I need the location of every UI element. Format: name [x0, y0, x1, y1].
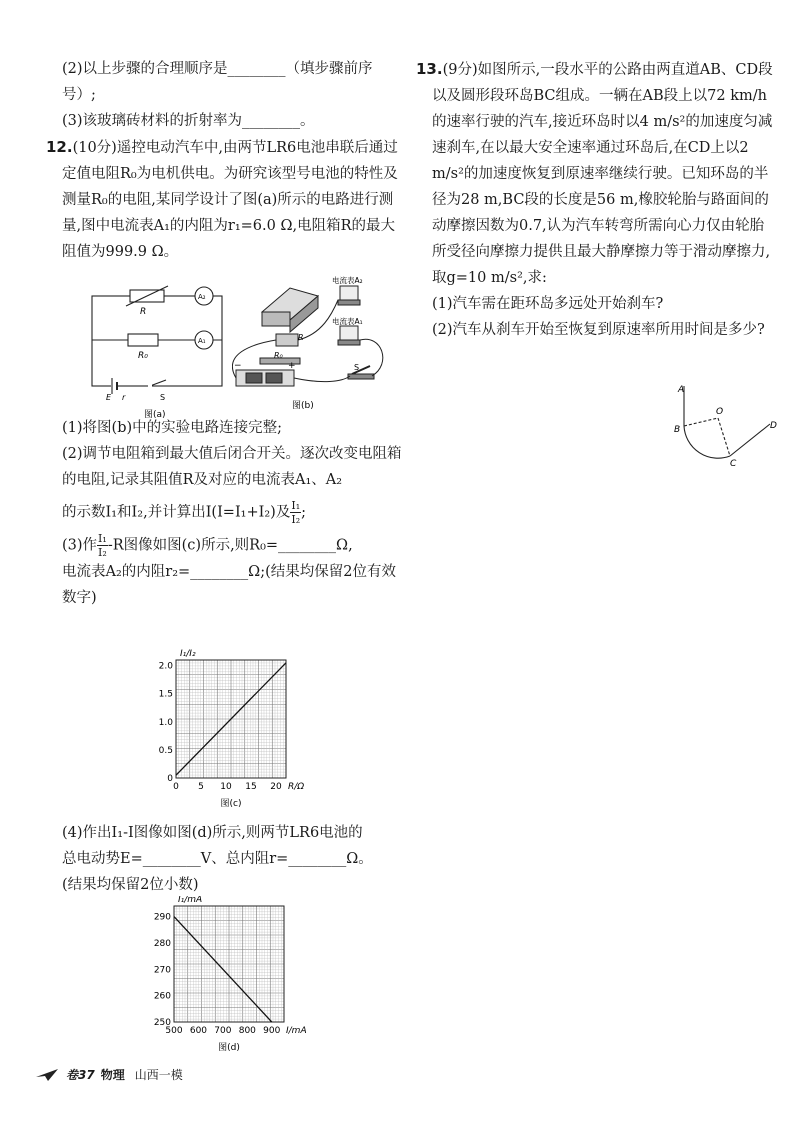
road-label-O: O [716, 407, 724, 417]
road-diagram [672, 378, 784, 468]
fraction-i1-i2 [290, 499, 301, 526]
label-E: E [106, 393, 112, 402]
label-R: R [140, 307, 147, 317]
right-column [416, 56, 778, 343]
q12-number: 12. [46, 138, 73, 156]
caption-a: 图(a) [144, 410, 166, 420]
x-tick-label: 900 [263, 1026, 281, 1036]
x-tick-label: 20 [270, 782, 282, 792]
paper-plane-icon [34, 1067, 60, 1083]
q12-sub4b: 总电动势E=________V、总内阻r=________Ω。 [62, 851, 373, 867]
label-S: S [160, 393, 166, 402]
label-ammeter-A1: 电流表A₁ [332, 317, 363, 326]
q12-sub3b: 电流表A₂的内阻r₂=________Ω;(结果均保留2位有效数字) [62, 564, 396, 606]
x-axis-label: I/mA [286, 1026, 307, 1036]
sub3-post: -R图像如图(c)所示,则R₀=________Ω, [107, 537, 353, 554]
footer-badge: 卷37 [66, 1068, 95, 1082]
x-axis-label: R/Ω [288, 782, 305, 792]
q13-text: (9分)如图所示,一段水平的公路由两直道AB、CD段以及圆形段环岛BC组成。一辆在AB段上以72 km/h的速率行驶的汽车,接近环岛时以4 m/s²的加速度匀减速刹车,在以最大安全速率通过环岛后,在CD上以2 m/s²的加速度恢复到原速率继续行驶。已知环岛的半径为28 m,BC段的长度是56 m,橡胶轮胎与路面间的动摩擦因数为0.7,认为汽车转弯所需向心力仅由轮胎所受径向摩擦力提供且最大静摩擦力等于滑动摩擦力,取g=10 m/s²,求: [432, 62, 773, 286]
sub3-pre: (3)作 [62, 537, 98, 554]
label-R0: R₀ [138, 351, 148, 361]
x-tick-label: 500 [165, 1026, 183, 1036]
figure-a-circuit [84, 282, 234, 422]
chart-c [150, 648, 320, 818]
label-b-R0: R₀ [274, 351, 283, 360]
frac-den: I₂ [98, 546, 107, 559]
x-tick-label: 700 [214, 1026, 232, 1036]
label-b-S: S [354, 363, 360, 372]
q11-refractive-index: (3)该玻璃砖材料的折射率为________。 [62, 113, 315, 129]
y-tick-label: 0 [167, 774, 173, 784]
road-label-C: C [730, 459, 737, 468]
label-ammeter-A2: 电流表A₂ [332, 276, 363, 285]
footer-exam: 山西一模 [134, 1068, 183, 1082]
label-A2: A₂ [198, 293, 206, 301]
sub2b-text: 的示数I₁和I₂,并计算出I(I=I₁+I₂)及 [62, 504, 291, 521]
q13-sub1: (1)汽车需在距环岛多远处开始刹车? [432, 296, 664, 312]
q13-stem [416, 56, 778, 291]
footer-subject: 物理 [100, 1068, 125, 1082]
q12-text: (10分)遥控电动汽车中,由两节LR6电池串联后通过定值电阻R₀为电机供电。为研究该型号电池的特性及测量R₀的电阻,某同学设计了图(a)所示的电路进行测量,图中电流表A₁的内阻为r₁=6.0 Ω,电阻箱R的最大阻值为999.9 Ω。 [62, 140, 398, 260]
y-tick-label: 270 [153, 965, 171, 976]
sub2b-end: ; [301, 504, 306, 521]
x-tick-label: 5 [198, 782, 204, 792]
q12-sub1: (1)将图(b)中的实验电路连接完整; [62, 420, 283, 436]
data-line [174, 917, 272, 1022]
y-axis-label: I₁/I₂ [180, 649, 196, 659]
chart-caption: 图(c) [220, 799, 242, 809]
x-tick-label: 0 [173, 782, 179, 792]
x-tick-label: 15 [245, 782, 257, 792]
y-tick-label: 260 [153, 991, 171, 1002]
label-plus: + [288, 361, 296, 371]
road-label-D: D [770, 421, 777, 431]
label-minus: − [234, 361, 242, 371]
left-column-lower [62, 820, 404, 898]
chart-d [140, 896, 320, 1066]
fraction-i1-i2-b [97, 532, 108, 559]
x-tick-label: 10 [220, 782, 232, 792]
label-b-R: R [298, 333, 304, 342]
q12-sub3 [62, 532, 404, 559]
q12-sub4c: (结果均保留2位小数) [62, 877, 199, 893]
y-axis-label: I₁/mA [178, 896, 203, 905]
q12-sub2a: (2)调节电阻箱到最大值后闭合开关。逐次改变电阻箱的电阻,记录其阻值R及对应的电流表A₁、A₂ [62, 446, 402, 488]
x-tick-label: 800 [238, 1026, 256, 1036]
y-tick-label: 2.0 [158, 661, 173, 672]
x-tick-label: 600 [189, 1026, 208, 1036]
q12-sub2b [62, 499, 404, 526]
q12-sub4a: (4)作出I₁-I图像如图(d)所示,则两节LR6电池的 [62, 825, 363, 841]
label-r: r [122, 393, 126, 402]
chart-caption: 图(d) [218, 1043, 240, 1053]
frac-num: I₁ [291, 499, 301, 512]
q11-step-order: (2)以上步骤的合理顺序是________（填步骤前序号）; [62, 61, 373, 103]
figure-b-apparatus [232, 274, 392, 422]
road-label-B: B [674, 425, 681, 435]
road-label-A: A [678, 385, 685, 395]
caption-b: 图(b) [292, 401, 314, 411]
page-footer [34, 1066, 183, 1083]
y-tick-label: 1.0 [158, 717, 173, 728]
y-tick-label: 1.5 [158, 689, 173, 700]
frac-den: I₂ [291, 513, 301, 526]
label-A1: A₁ [198, 337, 206, 345]
frac-num: I₁ [98, 532, 107, 545]
y-tick-label: 250 [153, 1018, 171, 1028]
q13-number: 13. [416, 60, 443, 78]
y-tick-label: 290 [153, 912, 171, 923]
q12-stem [46, 134, 404, 265]
y-tick-label: 0.5 [158, 745, 173, 756]
q13-sub2: (2)汽车从刹车开始至恢复到原速率所用时间是多少? [432, 322, 765, 338]
y-tick-label: 280 [153, 938, 171, 949]
